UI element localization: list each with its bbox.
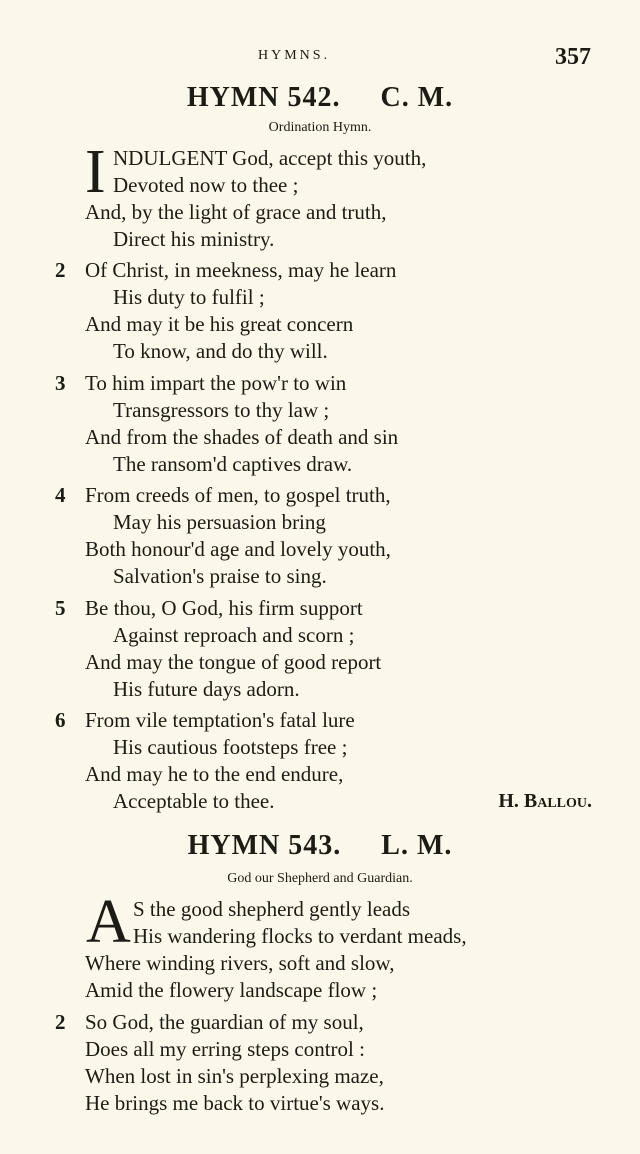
hymn-542-heading <box>0 82 640 114</box>
verse-line: The ransom'd captives draw. <box>113 452 353 476</box>
verse-line: Direct his ministry. <box>113 227 275 251</box>
drop-cap: A <box>86 888 131 956</box>
verse-line: Salvation's praise to sing. <box>113 564 327 588</box>
verse-line: Both honour'd age and lovely youth, <box>85 537 391 561</box>
verse-line: His wandering flocks to verdant meads, <box>133 924 467 948</box>
verse-number: 2 <box>55 1010 66 1034</box>
verse-line: His cautious footsteps free ; <box>113 735 348 759</box>
hymn-subtitle: Ordination Hymn. <box>268 120 372 135</box>
verse-line: Devoted now to thee ; <box>113 173 299 197</box>
verse-line: Against reproach and scorn ; <box>113 623 355 647</box>
hymn-author: H. Ballou. <box>498 790 592 812</box>
verse-line: His duty to fulfil ; <box>113 285 265 309</box>
verse-line: To know, and do thy will. <box>113 339 328 363</box>
verse-line: Of Christ, in meekness, may he learn <box>85 258 397 282</box>
verse-line: S the good shepherd gently leads <box>133 897 411 921</box>
verse-line: Amid the flowery landscape flow ; <box>85 978 378 1002</box>
hymn-meter: C. M. <box>380 82 454 113</box>
hymn-meter: L. M. <box>381 830 453 861</box>
verse-line: And from the shades of death and sin <box>85 425 399 449</box>
verse-line: And may it be his great concern <box>85 312 354 336</box>
verse-line: He brings me back to virtue's ways. <box>85 1091 385 1115</box>
verse-number: 4 <box>55 483 66 507</box>
hymn-number: HYMN 542. <box>186 82 341 113</box>
verse-line: May his persuasion bring <box>113 510 326 534</box>
verse-line: Be thou, O God, his firm support <box>85 596 363 620</box>
hymn-subtitle: God our Shepherd and Guardian. <box>227 871 413 886</box>
page-number: 357 <box>555 44 591 70</box>
running-head <box>0 44 640 72</box>
verse-line: From vile temptation's fatal lure <box>85 708 355 732</box>
verse-line: So God, the guardian of my soul, <box>85 1010 364 1034</box>
drop-cap: I <box>85 138 106 206</box>
hymn-number: HYMN 543. <box>187 830 342 861</box>
verse-line: Acceptable to thee. <box>113 789 275 813</box>
verse-line: And may he to the end endure, <box>85 762 344 786</box>
verse-number: 5 <box>55 596 66 620</box>
running-title: HYMNS. <box>258 48 331 63</box>
verse-line: NDULGENT God, accept this youth, <box>113 146 427 170</box>
verse-number: 2 <box>55 258 66 282</box>
verse-line: And may the tongue of good report <box>85 650 382 674</box>
verse-line: Transgressors to thy law ; <box>113 398 330 422</box>
verse-line: When lost in sin's perplexing maze, <box>85 1064 384 1088</box>
verse-line: From creeds of men, to gospel truth, <box>85 483 391 507</box>
verse-number: 6 <box>55 708 66 732</box>
verse-line: Does all my erring steps control : <box>85 1037 365 1061</box>
verse-line: His future days adorn. <box>113 677 300 701</box>
verse-line: To him impart the pow'r to win <box>85 371 347 395</box>
verse-line: And, by the light of grace and truth, <box>85 200 387 224</box>
verse-number: 3 <box>55 371 66 395</box>
verse-line: Where winding rivers, soft and slow, <box>85 951 395 975</box>
hymn-543-heading <box>0 830 640 862</box>
